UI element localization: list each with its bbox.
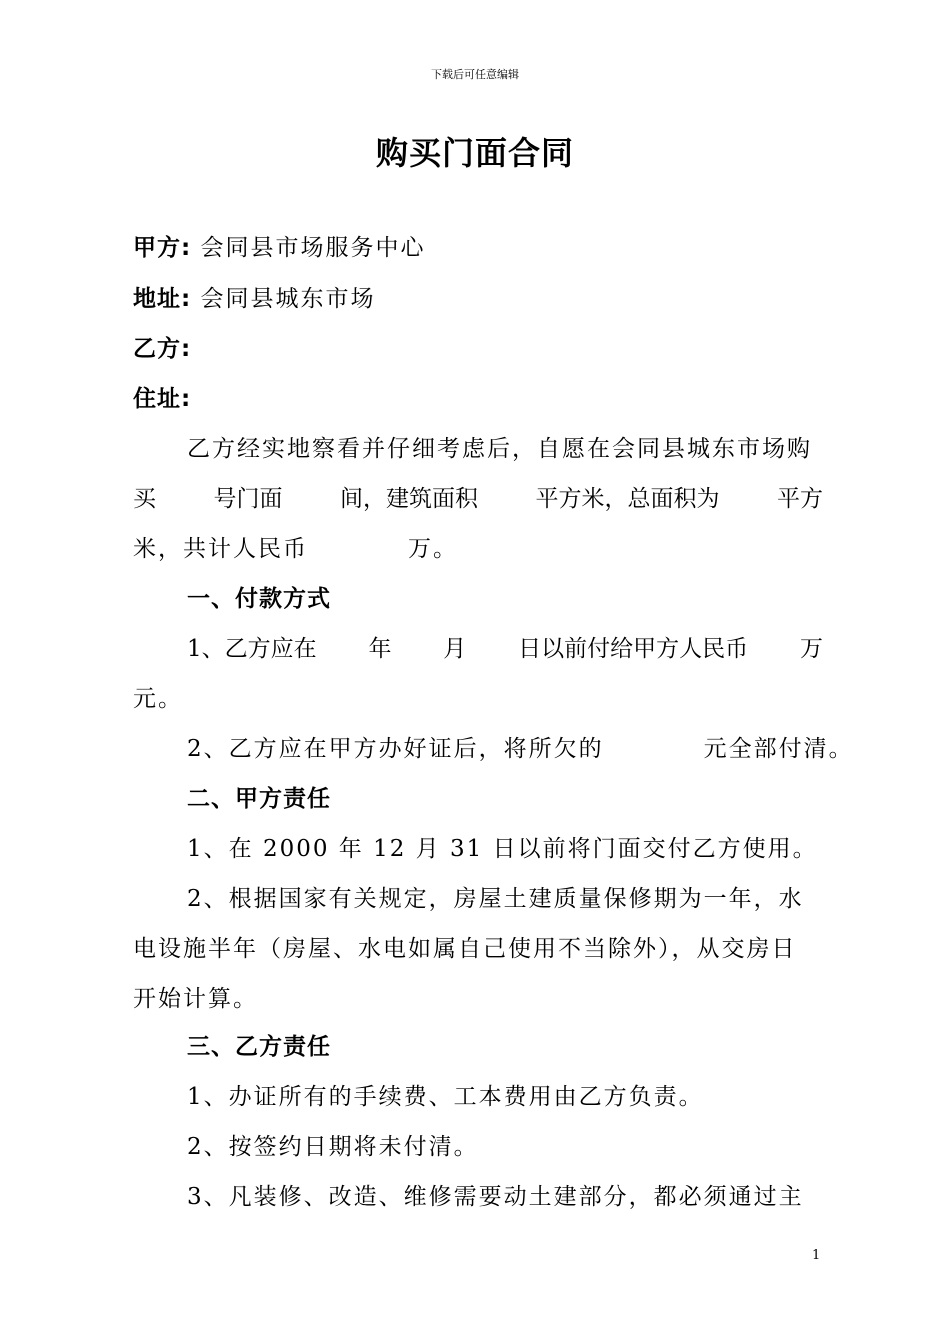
section1-item1 [133,634,823,664]
section2-item2-line3: 开始计算。 [133,986,258,1012]
section1-item2: 2、乙方应在甲方办好证后，将所欠的 元全部付清。 [187,736,854,762]
residence-label: 住址: [133,386,192,412]
intro-line-2-part: 平方米，总面积为 [535,486,720,512]
intro-line-2-part: 平方 [777,486,823,512]
section3-item2: 2、按签约日期将未付清。 [187,1134,479,1160]
intro-line-2-part: 间，建筑面积 [340,486,478,512]
intro-line-1: 乙方经实地察看并仔细考虑后，自愿在会同县城东市场购 [187,436,812,462]
address-value: 会同县城东市场 [200,286,376,312]
page-number: 1 [812,1248,821,1263]
section1-item1-part: 万 [799,636,823,662]
section1-heading: 一、付款方式 [187,586,331,612]
intro-line-2 [133,484,823,514]
party-b-line [133,334,823,364]
residence-line [133,384,823,414]
section1-item1-part: 月 [443,636,467,662]
party-a-label: 甲方: [133,235,192,261]
section3-item3: 3、凡装修、改造、维修需要动土建部分，都必须通过主 [187,1184,804,1210]
section3-item1: 1、办证所有的手续费、工本费用由乙方负责。 [187,1084,704,1110]
address-label: 地址: [133,286,192,312]
section1-item1-part: 年 [368,636,392,662]
party-a-value: 会同县市场服务中心 [200,235,426,261]
intro-line-3: 米，共计人民币 万。 [133,536,458,562]
section3-heading: 三、乙方责任 [187,1034,331,1060]
party-b-label: 乙方: [133,336,192,362]
document-title: 购买门面合同 [375,134,574,172]
section2-item2-line2: 电设施半年（房屋、水电如属自己使用不当除外），从交房日 [133,936,797,962]
section2-item2-line1: 2、根据国家有关规定，房屋土建质量保修期为一年，水 [187,886,804,912]
intro-line-2-part: 买 [133,486,156,512]
section1-item1-cont: 元。 [133,686,183,712]
section1-item1-part: 日以前付给甲方人民币 [518,636,749,662]
section1-item1-part: 1、乙方应在 [187,636,317,662]
intro-line-2-part: 号门面 [213,486,283,512]
party-a-line [133,233,823,263]
header-note: 下载后可任意编辑 [431,68,519,81]
section2-heading: 二、甲方责任 [187,786,331,812]
address-line [133,284,823,314]
section2-item1: 1、在 2000 年 12 月 31 日以前将门面交付乙方使用。 [187,836,818,862]
